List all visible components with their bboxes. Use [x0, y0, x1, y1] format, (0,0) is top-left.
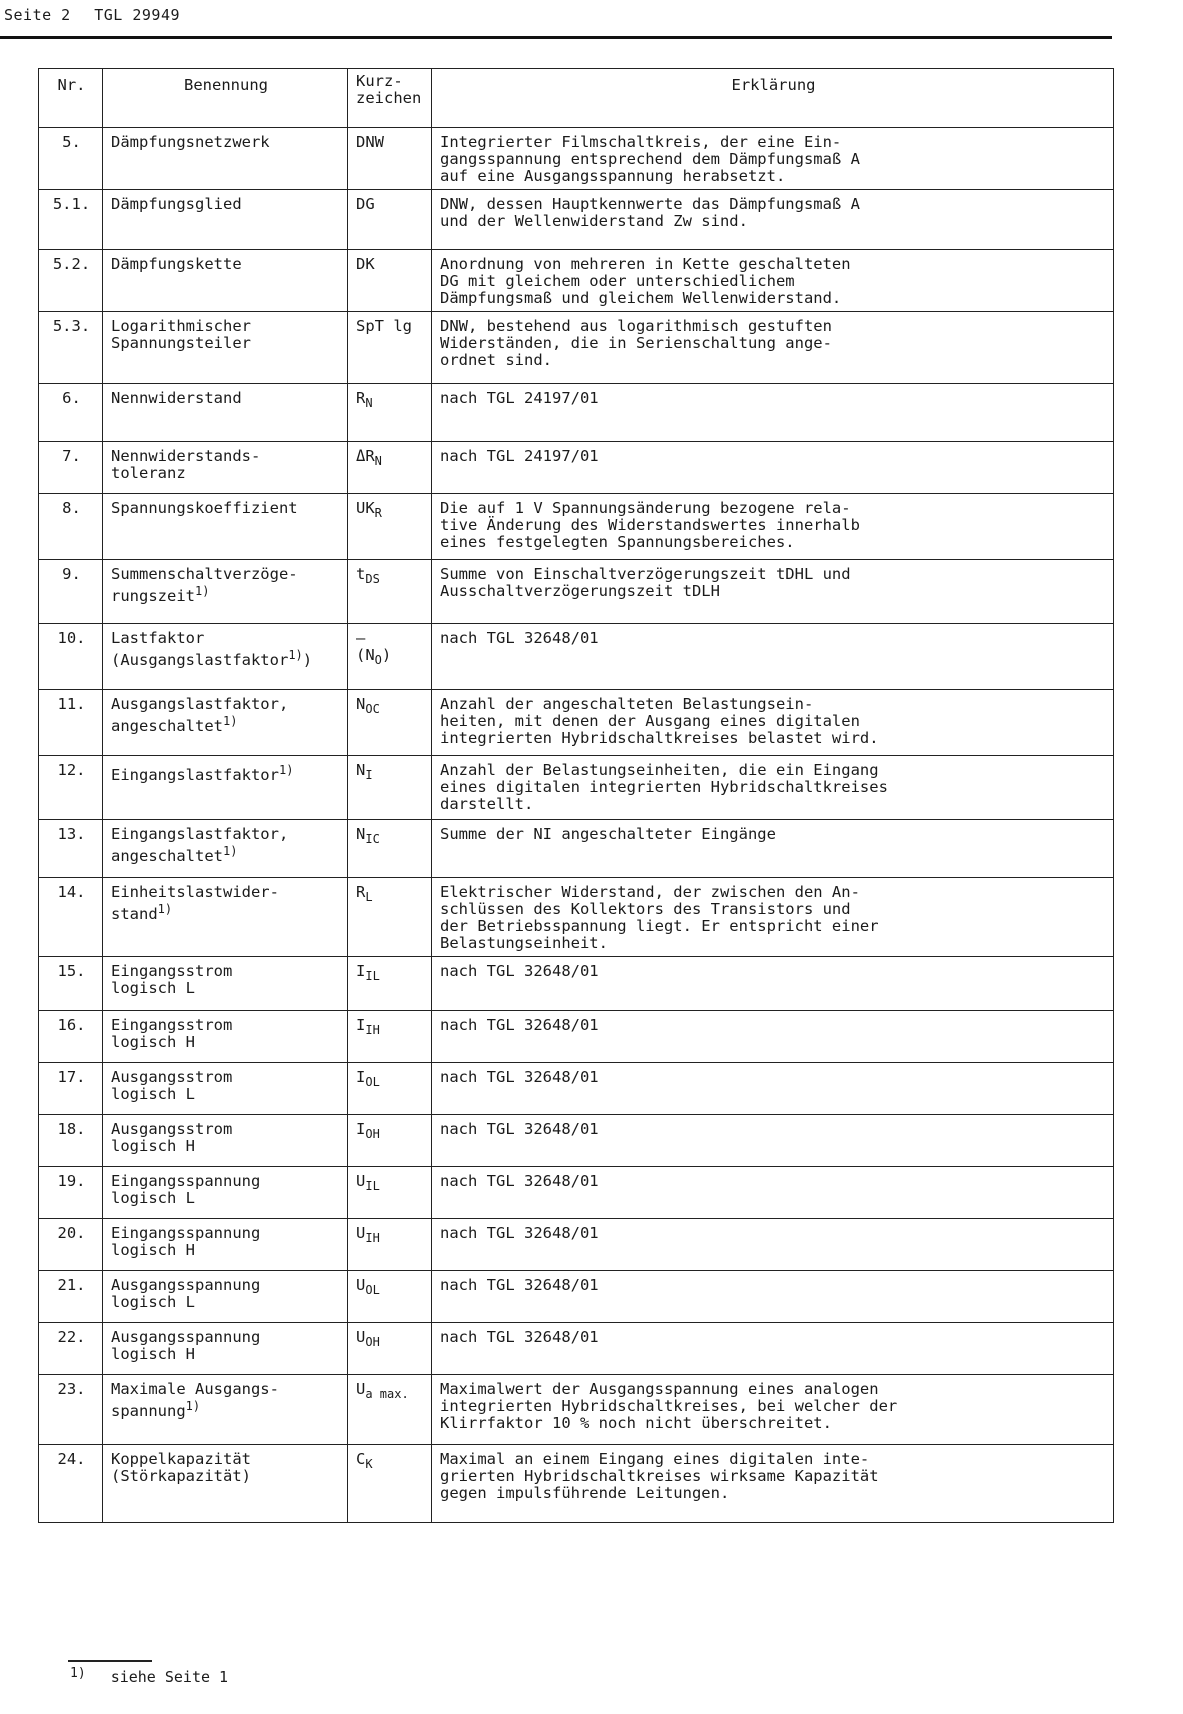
- term-name: Dämpfungsglied: [103, 190, 348, 250]
- abbreviation-symbol: C: [356, 1450, 366, 1468]
- term-name: Ausgangsspannung logisch L: [103, 1271, 348, 1323]
- abbreviation: [348, 1115, 432, 1167]
- abbreviation-subscript: DS: [365, 572, 380, 586]
- row-number: 5.: [39, 128, 103, 190]
- abbreviation-subscript: OL: [365, 1075, 380, 1089]
- header-rule: [0, 36, 1112, 39]
- abbreviation-symbol: U: [356, 1380, 366, 1398]
- row-number: 5.3.: [39, 312, 103, 384]
- abbreviation-symbol: SpT lg: [356, 317, 412, 335]
- abbreviation: [348, 312, 432, 384]
- abbreviation: [348, 878, 432, 957]
- term-name: Dämpfungsnetzwerk: [103, 128, 348, 190]
- definition: nach TGL 24197/01: [432, 384, 1114, 442]
- abbreviation-subscript: I: [365, 768, 373, 782]
- abbreviation-subscript: N: [365, 396, 373, 410]
- term-name: Eingangsspannung logisch H: [103, 1219, 348, 1271]
- abbreviation: [348, 1445, 432, 1523]
- abbreviation: [348, 1375, 432, 1445]
- abbreviation-symbol: N: [356, 761, 366, 779]
- row-number: 7.: [39, 442, 103, 494]
- term-name: Eingangslastfaktor, angeschaltet$^{1)}$: [103, 820, 348, 878]
- page-header: [4, 6, 194, 24]
- row-number: 14.: [39, 878, 103, 957]
- abbreviation-symbol: U: [356, 1276, 366, 1294]
- abbreviation: [348, 690, 432, 756]
- abbreviation-subscript: OL: [365, 1283, 380, 1297]
- term-name: Ausgangsspannung logisch H: [103, 1323, 348, 1375]
- table-row: [39, 1063, 1114, 1115]
- term-name: Nennwiderstand: [103, 384, 348, 442]
- abbreviation-subscript: IL: [365, 969, 380, 983]
- definition: nach TGL 32648/01: [432, 1011, 1114, 1063]
- row-number: 11.: [39, 690, 103, 756]
- abbreviation-symbol: DNW: [356, 133, 384, 151]
- column-header-kurzzeichen: [348, 69, 432, 128]
- abbreviation: [348, 1323, 432, 1375]
- abbreviation: [348, 957, 432, 1011]
- footnote-reference: 1): [222, 844, 238, 858]
- term-name: Logarithmischer Spannungsteiler: [103, 312, 348, 384]
- abbreviation-subscript: L: [365, 890, 373, 904]
- abbreviation: [348, 820, 432, 878]
- abbreviation-symbol: U: [356, 1224, 366, 1242]
- definition: Maximal an einem Eingang eines digitalen inte- grierten Hybridschaltkreises wirksame Kapazität gegen impulsführende Leitungen.: [432, 1445, 1114, 1523]
- table-header-row: [39, 69, 1114, 128]
- row-number: 18.: [39, 1115, 103, 1167]
- term-name: Einheitslastwider- stand$^{1)}$: [103, 878, 348, 957]
- abbreviation: [348, 1063, 432, 1115]
- table-row: [39, 128, 1114, 190]
- table-row: [39, 1011, 1114, 1063]
- definition: Elektrischer Widerstand, der zwischen den An- schlüssen des Kollektors des Transistors und der Betriebsspannung liegt. Er entspricht einer Belastungseinheit.: [432, 878, 1114, 957]
- table-row: [39, 312, 1114, 384]
- definition: nach TGL 32648/01: [432, 624, 1114, 690]
- table-row: [39, 560, 1114, 624]
- abbreviation-symbol: N: [356, 825, 366, 843]
- row-number: 15.: [39, 957, 103, 1011]
- row-number: 5.1.: [39, 190, 103, 250]
- term-name: Ausgangslastfaktor, angeschaltet$^{1)}$: [103, 690, 348, 756]
- definition: nach TGL 32648/01: [432, 1063, 1114, 1115]
- definition: DNW, bestehend aus logarithmisch gestuften Widerständen, die in Serienschaltung ange- ordnet sind.: [432, 312, 1114, 384]
- abbreviation-symbol: UK: [356, 499, 375, 517]
- column-header-nr: Nr.: [39, 69, 103, 128]
- definition: Maximalwert der Ausgangsspannung eines analogen integrierten Hybridschaltkreises, bei welcher der Klirrfaktor 10 % noch nicht überschreitet.: [432, 1375, 1114, 1445]
- abbreviation-subscript: R: [374, 506, 382, 520]
- abbreviation-symbol: I: [356, 1016, 366, 1034]
- row-number: 17.: [39, 1063, 103, 1115]
- footnote-reference: 1): [278, 763, 294, 777]
- term-name: Summenschaltverzöge- rungszeit$^{1)}$: [103, 560, 348, 624]
- abbreviation: [348, 1219, 432, 1271]
- abbreviation-subscript: IH: [365, 1231, 380, 1245]
- abbreviation-subscript: IC: [365, 832, 380, 846]
- abbreviation: [348, 1011, 432, 1063]
- abbreviation-suffix: ): [381, 646, 392, 664]
- row-number: 24.: [39, 1445, 103, 1523]
- row-number: 20.: [39, 1219, 103, 1271]
- terms-table: [38, 68, 1114, 1523]
- abbreviation-subscript: N: [374, 454, 382, 468]
- abbreviation: [348, 128, 432, 190]
- definition: Summe der NI angeschalteter Eingänge: [432, 820, 1114, 878]
- table-row: [39, 957, 1114, 1011]
- row-number: 22.: [39, 1323, 103, 1375]
- footnote-rule: [68, 1660, 152, 1662]
- definition: nach TGL 32648/01: [432, 1115, 1114, 1167]
- page-number: Seite 2: [4, 6, 71, 24]
- definition: Anzahl der Belastungseinheiten, die ein Eingang eines digitalen integrierten Hybridschaltkreises darstellt.: [432, 756, 1114, 820]
- table-row: [39, 878, 1114, 957]
- definition: DNW, dessen Hauptkennwerte das Dämpfungsmaß A und der Wellenwiderstand Zw sind.: [432, 190, 1114, 250]
- standard-number: TGL 29949: [94, 6, 181, 24]
- abbreviation: [348, 190, 432, 250]
- term-name: Maximale Ausgangs- spannung$^{1)}$: [103, 1375, 348, 1445]
- table-row: [39, 690, 1114, 756]
- abbreviation-symbol: ΔR: [356, 447, 375, 465]
- definition: nach TGL 32648/01: [432, 1323, 1114, 1375]
- abbreviation-symbol: U: [356, 1328, 366, 1346]
- table-row: [39, 1219, 1114, 1271]
- abbreviation-symbol: DK: [356, 255, 375, 273]
- abbreviation-symbol: U: [356, 1172, 366, 1190]
- table-row: [39, 1445, 1114, 1523]
- definition: Anzahl der angeschalteten Belastungsein- heiten, mit denen der Ausgang eines digitalen integrierten Hybridschaltkreises belastet wird.: [432, 690, 1114, 756]
- row-number: 23.: [39, 1375, 103, 1445]
- abbreviation-symbol: I: [356, 1068, 366, 1086]
- definition: Die auf 1 V Spannungsänderung bezogene rela- tive Änderung des Widerstandswertes innerhalb eines festgelegten Spannungsbereiches.: [432, 494, 1114, 560]
- term-name: Eingangsstrom logisch H: [103, 1011, 348, 1063]
- term-name: Koppelkapazität (Störkapazität): [103, 1445, 348, 1523]
- row-number: 21.: [39, 1271, 103, 1323]
- abbreviation: [348, 560, 432, 624]
- term-name: Lastfaktor (Ausgangslastfaktor$^{1)}$): [103, 624, 348, 690]
- abbreviation-subscript: OH: [365, 1127, 380, 1141]
- definition: Anordnung von mehreren in Kette geschalteten DG mit gleichem oder unterschiedlichem Dämpfungsmaß und gleichem Wellenwiderstand.: [432, 250, 1114, 312]
- definition: nach TGL 32648/01: [432, 1219, 1114, 1271]
- table-row: [39, 820, 1114, 878]
- row-number: 8.: [39, 494, 103, 560]
- row-number: 12.: [39, 756, 103, 820]
- abbreviation-symbol: N: [356, 695, 366, 713]
- abbreviation-symbol: R: [356, 389, 366, 407]
- abbreviation: [348, 624, 432, 690]
- abbreviation-symbol: DG: [356, 195, 375, 213]
- definition: nach TGL 32648/01: [432, 1167, 1114, 1219]
- footnote-reference: 1): [157, 902, 173, 916]
- table-row: [39, 756, 1114, 820]
- footnote-reference: 1): [222, 714, 238, 728]
- row-number: 13.: [39, 820, 103, 878]
- term-name: Dämpfungskette: [103, 250, 348, 312]
- abbreviation-symbol: R: [356, 883, 366, 901]
- table-row: [39, 1115, 1114, 1167]
- row-number: 19.: [39, 1167, 103, 1219]
- abbreviation: [348, 442, 432, 494]
- definition: Summe von Einschaltverzögerungszeit tDHL und Ausschaltverzögerungszeit tDLH: [432, 560, 1114, 624]
- abbreviation: [348, 1271, 432, 1323]
- footnote-reference: 1): [288, 648, 303, 662]
- table-row: [39, 494, 1114, 560]
- abbreviation-symbol: I: [356, 1120, 366, 1138]
- row-number: 10.: [39, 624, 103, 690]
- definition: nach TGL 32648/01: [432, 957, 1114, 1011]
- abbreviation-subscript: O: [374, 653, 382, 667]
- row-number: 9.: [39, 560, 103, 624]
- abbreviation-symbol: I: [356, 962, 366, 980]
- term-name: Spannungskoeffizient: [103, 494, 348, 560]
- table-row: [39, 190, 1114, 250]
- definition: Integrierter Filmschaltkreis, der eine Ein- gangsspannung entsprechend dem Dämpfungsmaß A auf eine Ausgangsspannung herabsetzt.: [432, 128, 1114, 190]
- abbreviation-subscript: OC: [365, 702, 380, 716]
- column-header-erklaerung: Erklärung: [432, 69, 1114, 128]
- table-row: [39, 1167, 1114, 1219]
- table-row: [39, 1375, 1114, 1445]
- column-header-kurzzeichen-text: Kurz- zeichen: [356, 72, 422, 107]
- abbreviation-subscript: IL: [365, 1179, 380, 1193]
- term-name: Eingangsstrom logisch L: [103, 957, 348, 1011]
- abbreviation: [348, 384, 432, 442]
- table-row: [39, 1323, 1114, 1375]
- footnote-reference: 1): [185, 1399, 201, 1413]
- abbreviation-symbol: – (N: [356, 629, 375, 664]
- abbreviation-symbol: t: [356, 565, 366, 583]
- term-name: Eingangslastfaktor$^{1)}$: [103, 756, 348, 820]
- row-number: 6.: [39, 384, 103, 442]
- table-row: [39, 442, 1114, 494]
- footnote-text: siehe Seite 1: [110, 1668, 229, 1686]
- footnote: [70, 1666, 228, 1686]
- abbreviation-subscript: K: [365, 1457, 373, 1471]
- term-name: Nennwiderstands- toleranz: [103, 442, 348, 494]
- table-row: [39, 1271, 1114, 1323]
- table-row: [39, 624, 1114, 690]
- footnote-mark: 1): [70, 1666, 86, 1681]
- abbreviation: [348, 756, 432, 820]
- abbreviation: [348, 250, 432, 312]
- row-number: 16.: [39, 1011, 103, 1063]
- abbreviation-subscript: OH: [365, 1335, 380, 1349]
- term-name: Ausgangsstrom logisch L: [103, 1063, 348, 1115]
- table-row: [39, 384, 1114, 442]
- abbreviation-subscript: a max.: [365, 1387, 409, 1401]
- row-number: 5.2.: [39, 250, 103, 312]
- abbreviation-subscript: IH: [365, 1023, 380, 1037]
- term-name: Ausgangsstrom logisch H: [103, 1115, 348, 1167]
- column-header-benennung: Benennung: [103, 69, 348, 128]
- definition: nach TGL 24197/01: [432, 442, 1114, 494]
- abbreviation: [348, 1167, 432, 1219]
- term-name: Eingangsspannung logisch L: [103, 1167, 348, 1219]
- definition: nach TGL 32648/01: [432, 1271, 1114, 1323]
- table-row: [39, 250, 1114, 312]
- abbreviation: [348, 494, 432, 560]
- footnote-reference: 1): [195, 584, 210, 598]
